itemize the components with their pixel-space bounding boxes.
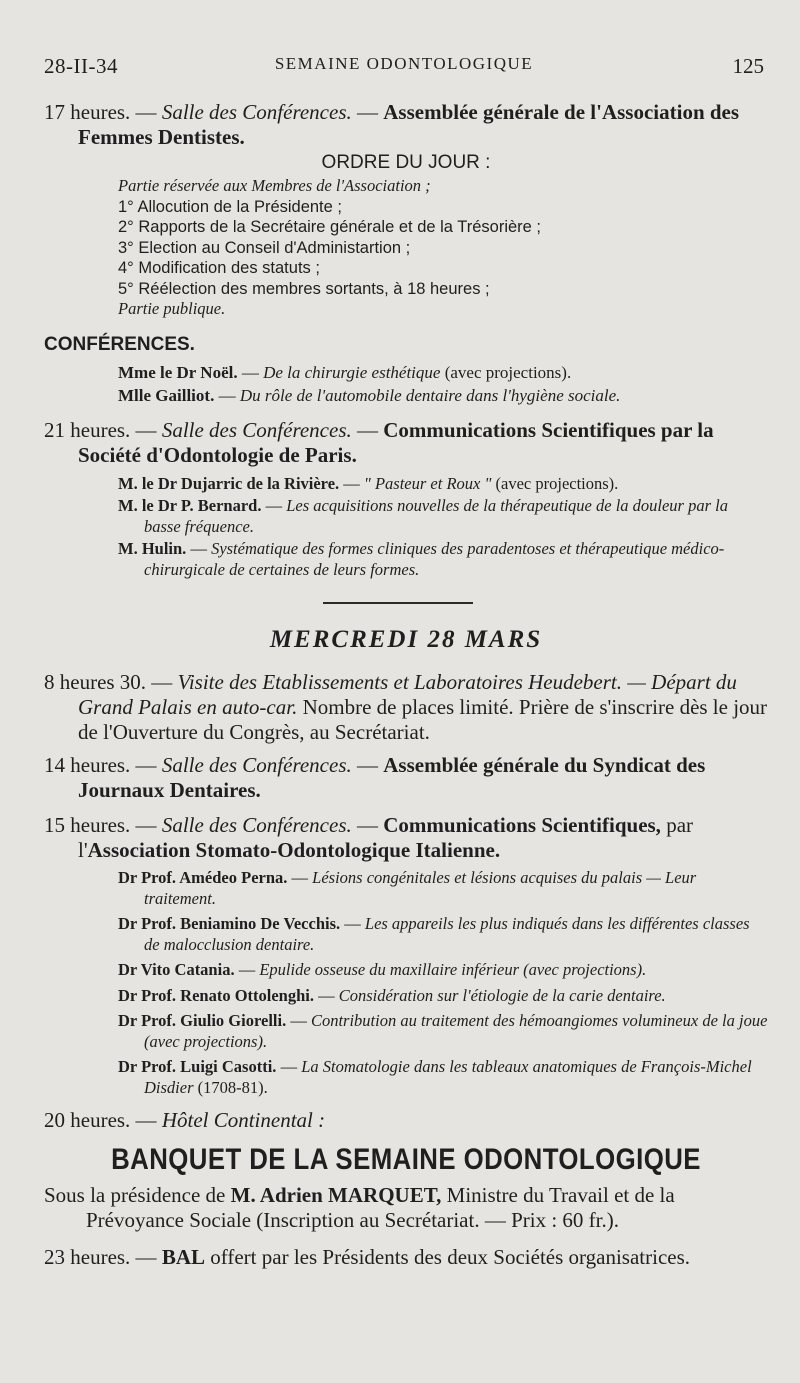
dash: —: [351, 100, 384, 124]
session-place: Salle des Conférences.: [161, 417, 352, 442]
talk-title: La Stomatologie dans les tableaux anatomiques de François-Michel Disdier: [144, 1057, 752, 1097]
session-time: 17 heures. —: [44, 100, 162, 124]
talk-item: [118, 362, 768, 383]
talk-speaker: Dr Prof. Beniamino De Vecchis.: [118, 914, 341, 933]
talk-note: (1708-81).: [193, 1077, 268, 1097]
running-head-date: 28-II-34: [44, 54, 118, 78]
session-title: Assemblée générale de l'Association des Femmes Dentistes.: [78, 100, 740, 149]
talk-item: [118, 474, 768, 495]
talk-list: [44, 474, 768, 581]
dash: —: [351, 753, 384, 777]
session-place: Salle des Conférences.: [161, 753, 352, 777]
session-by: par l': [78, 813, 694, 862]
talk-note: (avec projections).: [491, 473, 619, 493]
talk-title: De la chirurgie esthétique: [263, 362, 441, 382]
talk-item: [118, 539, 768, 580]
talk-speaker: Dr Prof. Giulio Giorelli.: [118, 1011, 287, 1030]
section-divider: [323, 602, 473, 604]
dash: —: [351, 813, 384, 837]
talk-item: [118, 986, 768, 1007]
session-time: 20 heures. —: [44, 1108, 162, 1132]
session-time: 8 heures 30. —: [44, 670, 178, 694]
dash: —: [237, 362, 264, 382]
talk-title: Du rôle de l'automobile dentaire dans l'hygiène sociale.: [239, 385, 621, 405]
banquet-title: BANQUET DE LA SEMAINE ODONTOLOGIQUE: [111, 1143, 701, 1176]
talk-title: Systématique des formes cliniques des paradentoses et thérapeutique médico-chirurgicale de certaines de leurs formes.: [144, 539, 725, 579]
running-head: [44, 52, 764, 82]
page-body: [44, 100, 768, 1270]
session-time: 14 heures. —: [44, 753, 162, 777]
talk-item: [118, 960, 768, 981]
session-place: Salle des Conférences.: [161, 813, 352, 837]
agenda-item: 4° Modification des statuts ;: [118, 259, 320, 277]
agenda-item: Partie réservée aux Membres de l'Association ;: [118, 176, 431, 195]
dash: —: [261, 496, 287, 515]
page-number: 125: [732, 54, 764, 78]
session-title: Assemblée générale du Syndicat des Journaux Dentaires.: [78, 753, 706, 802]
banquet-details: [44, 1183, 768, 1233]
talk-note: (avec projections).: [440, 362, 572, 382]
talk-title: Epulide osseuse du maxillaire inférieur (avec projections).: [259, 960, 647, 979]
conference-list: [44, 362, 768, 406]
talk-title: Les acquisitions nouvelles de la thérapeutique de la douleur par la basse fréquence.: [144, 496, 728, 536]
session-15h: [44, 813, 768, 863]
talk-speaker: M. le Dr Dujarric de la Rivière.: [118, 473, 340, 493]
ball-text: offert par les Présidents des deux Sociétés organisatrices.: [205, 1245, 691, 1269]
president-name: M. Adrien MARQUET,: [230, 1183, 442, 1207]
talk-speaker: Dr Vito Catania.: [118, 960, 235, 979]
dash: —: [340, 914, 365, 933]
dash: —: [234, 960, 260, 979]
agenda-item: 3° Election au Conseil d'Administartion ;: [118, 238, 411, 257]
session-title: Communications Scientifiques par la Société d'Odontologie de Paris.: [78, 417, 714, 467]
session-time: 15 heures. —: [44, 813, 162, 837]
talk-item: [118, 385, 768, 406]
talk-item: [118, 868, 768, 909]
day-heading: MERCREDI 28 MARS: [269, 626, 543, 653]
talk-speaker: Mme le Dr Noël.: [118, 362, 238, 382]
ball-entry: [44, 1245, 768, 1270]
agenda-heading: ORDRE DU JOUR :: [321, 152, 491, 173]
presidency-details: Ministre du Travail et de la Prévoyance Sociale (Inscription au Secrétariat. — Prix : 60 fr.).: [86, 1183, 675, 1232]
dash: —: [286, 1011, 311, 1030]
talk-item: [118, 496, 768, 537]
talk-speaker: M. le Dr P. Bernard.: [118, 496, 262, 515]
visit-entry: [44, 670, 768, 745]
visit-title: Visite des Etablissements et Laboratoires Heudebert. — Départ du Grand Palais en auto-car.: [78, 670, 737, 719]
dash: —: [214, 385, 240, 405]
talk-item: [118, 1057, 768, 1098]
talk-title: Lésions congénitales et lésions acquises du palais — Leur traitement.: [144, 868, 697, 908]
agenda-item: 1° Allocution de la Présidente ;: [118, 197, 342, 216]
dash: —: [314, 985, 339, 1005]
session-place: Salle des Conférences.: [161, 100, 352, 124]
session-21h: [44, 418, 768, 468]
talk-speaker: Dr Prof. Amédeo Perna.: [118, 868, 288, 887]
session-14h: [44, 753, 768, 803]
session-title: Communications Scientifiques,: [383, 813, 661, 837]
talk-title: " Pasteur et Roux ": [363, 473, 492, 493]
agenda-item: 2° Rapports de la Secrétaire générale et de la Trésorière ;: [118, 218, 541, 236]
talk-item: [118, 914, 768, 955]
session-time: 21 heures. —: [44, 417, 162, 442]
session-org: Association Stomato-Odontologique Italienne.: [87, 838, 501, 862]
talk-speaker: Dr Prof. Renato Ottolenghi.: [118, 985, 314, 1005]
dash: —: [287, 868, 313, 887]
dash: —: [276, 1057, 302, 1076]
dash: —: [339, 473, 364, 493]
talk-speaker: Dr Prof. Luigi Casotti.: [118, 1057, 277, 1076]
talk-speaker: M. Hulin.: [118, 539, 187, 558]
visit-text: Nombre de places limité. Prière de s'inscrire dès le jour de l'Ouverture du Congrès, au Secrétariat.: [78, 695, 768, 744]
conferences-heading: CONFÉRENCES.: [44, 333, 195, 355]
talk-title: Considération sur l'étiologie de la carie dentaire.: [338, 985, 666, 1005]
dash: —: [186, 539, 212, 558]
talk-item: [118, 1011, 768, 1052]
agenda-item: 5° Réélection des membres sortants, à 18 heures ;: [118, 279, 490, 298]
presidency-label: Sous la présidence de: [44, 1183, 231, 1207]
talk-speaker: Mlle Gailliot.: [118, 385, 215, 405]
agenda-item: Partie publique.: [118, 299, 226, 318]
italian-talk-list: [44, 868, 768, 1098]
talk-title: Les appareils les plus indiqués dans les différentes classes de malocclusion dentaire.: [144, 914, 750, 954]
dash: —: [351, 417, 384, 442]
session-17h: [44, 100, 768, 150]
session-time: 23 heures. —: [44, 1245, 162, 1269]
dinner-entry: [44, 1108, 768, 1133]
agenda-list: [44, 176, 768, 320]
ball-label: BAL: [161, 1245, 205, 1269]
running-head-title: SEMAINE ODONTOLOGIQUE: [274, 54, 534, 73]
talk-title: Contribution au traitement des hémoangiomes volumineux de la joue (avec projections).: [144, 1011, 768, 1051]
dinner-place: Hôtel Continental :: [161, 1108, 326, 1132]
